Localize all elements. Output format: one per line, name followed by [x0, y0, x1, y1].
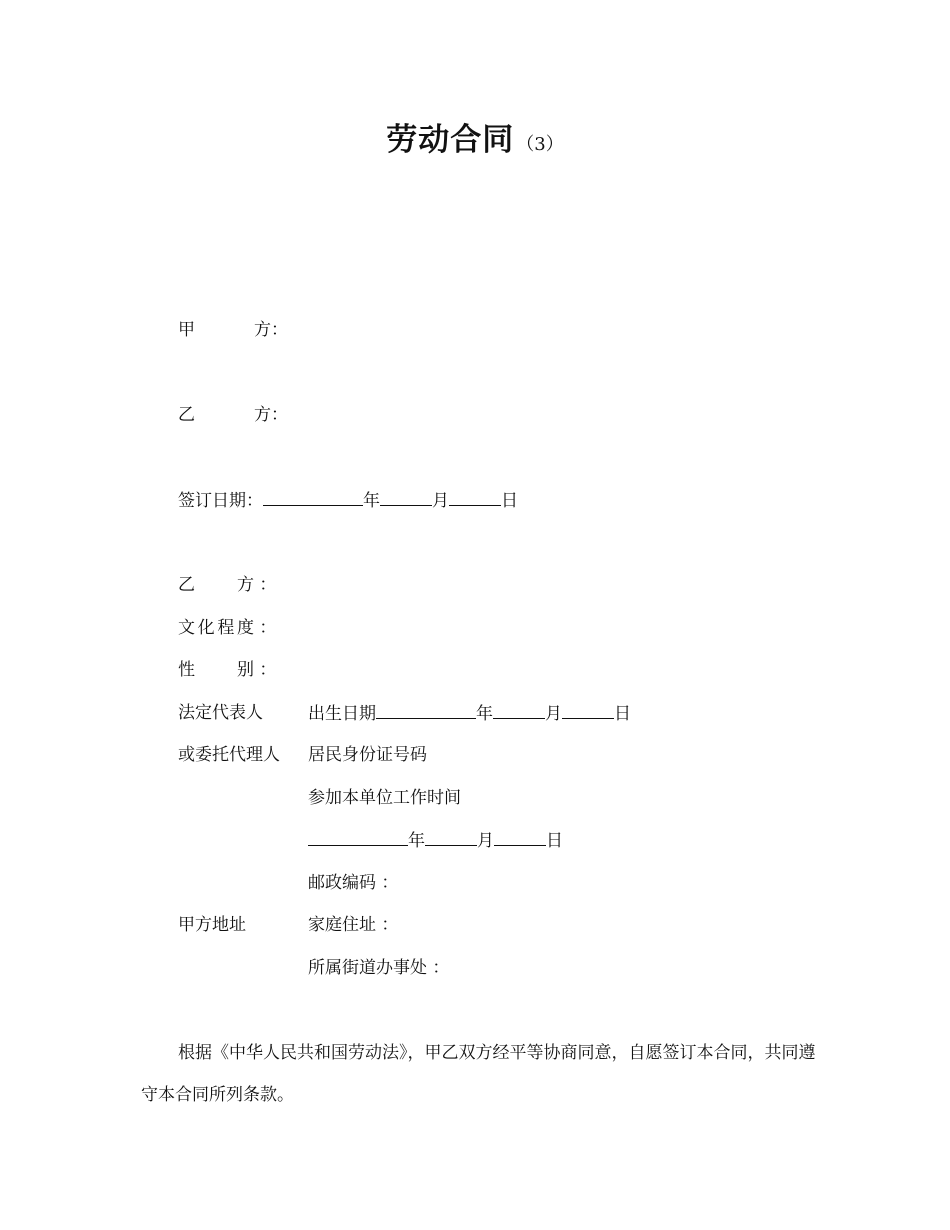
birth-day-label: 日	[614, 704, 631, 724]
info-party-b-line	[178, 573, 276, 597]
join-day-label: 日	[546, 831, 563, 851]
title-number: （3）	[516, 134, 564, 155]
birth-month-label: 月	[545, 704, 562, 724]
sign-year-blank[interactable]	[263, 488, 363, 506]
join-date-line	[308, 828, 563, 853]
sign-date-label: 签订日期：	[178, 491, 263, 511]
party-a-line	[178, 318, 288, 342]
home-address-line	[308, 913, 398, 937]
colon: ：	[381, 873, 399, 893]
sign-day-blank[interactable]	[449, 488, 501, 506]
gender-line	[178, 658, 276, 682]
info-party-b-label: 乙 方	[178, 575, 254, 595]
birth-month-blank[interactable]	[493, 701, 545, 719]
sign-date-line	[178, 488, 518, 513]
party-b-char: 乙	[178, 405, 195, 425]
contract-preamble: 根据《中华人民共和国劳动法》，甲乙双方经平等协商同意，自愿签订本合同，共同遵守本合同所列条款。	[141, 1043, 816, 1105]
birth-date-line	[308, 701, 631, 726]
colon: ：	[432, 958, 450, 978]
agent-label: 或委托代理人	[178, 745, 280, 765]
join-month-blank[interactable]	[425, 828, 477, 846]
party-b-line	[178, 403, 288, 427]
sign-month-blank[interactable]	[380, 488, 432, 506]
party-b-suffix: 方：	[254, 405, 288, 425]
party-a-suffix: 方：	[254, 320, 288, 340]
party-a-char: 甲	[178, 320, 195, 340]
legal-rep-label: 法定代表人	[178, 703, 263, 723]
postal-code-line	[308, 871, 398, 895]
join-time-label: 参加本单位工作时间	[308, 788, 461, 808]
join-year-blank[interactable]	[308, 828, 408, 846]
birth-year-label: 年	[476, 704, 493, 724]
education-line	[178, 616, 276, 640]
document-title	[0, 114, 950, 159]
colon: ：	[259, 575, 277, 595]
colon: ：	[259, 618, 277, 638]
street-office-label: 所属街道办事处	[308, 958, 427, 978]
postal-code-label: 邮政编码	[308, 873, 376, 893]
join-year-label: 年	[408, 831, 425, 851]
join-day-blank[interactable]	[494, 828, 546, 846]
party-a-address-label: 甲方地址	[178, 915, 246, 935]
colon: ：	[381, 915, 399, 935]
title-main: 劳动合同	[386, 122, 515, 158]
sign-month-label: 月	[432, 491, 449, 511]
home-address-label: 家庭住址	[308, 915, 376, 935]
birth-year-blank[interactable]	[376, 701, 476, 719]
birth-day-blank[interactable]	[562, 701, 614, 719]
colon: ：	[259, 660, 277, 680]
id-number-label: 居民身份证号码	[308, 745, 427, 765]
sign-year-label: 年	[363, 491, 380, 511]
birth-date-label: 出生日期	[308, 704, 376, 724]
education-label: 文化程度	[178, 618, 254, 638]
sign-day-label: 日	[501, 491, 518, 511]
join-month-label: 月	[477, 831, 494, 851]
street-office-line	[308, 956, 449, 980]
gender-label: 性 别	[178, 660, 254, 680]
